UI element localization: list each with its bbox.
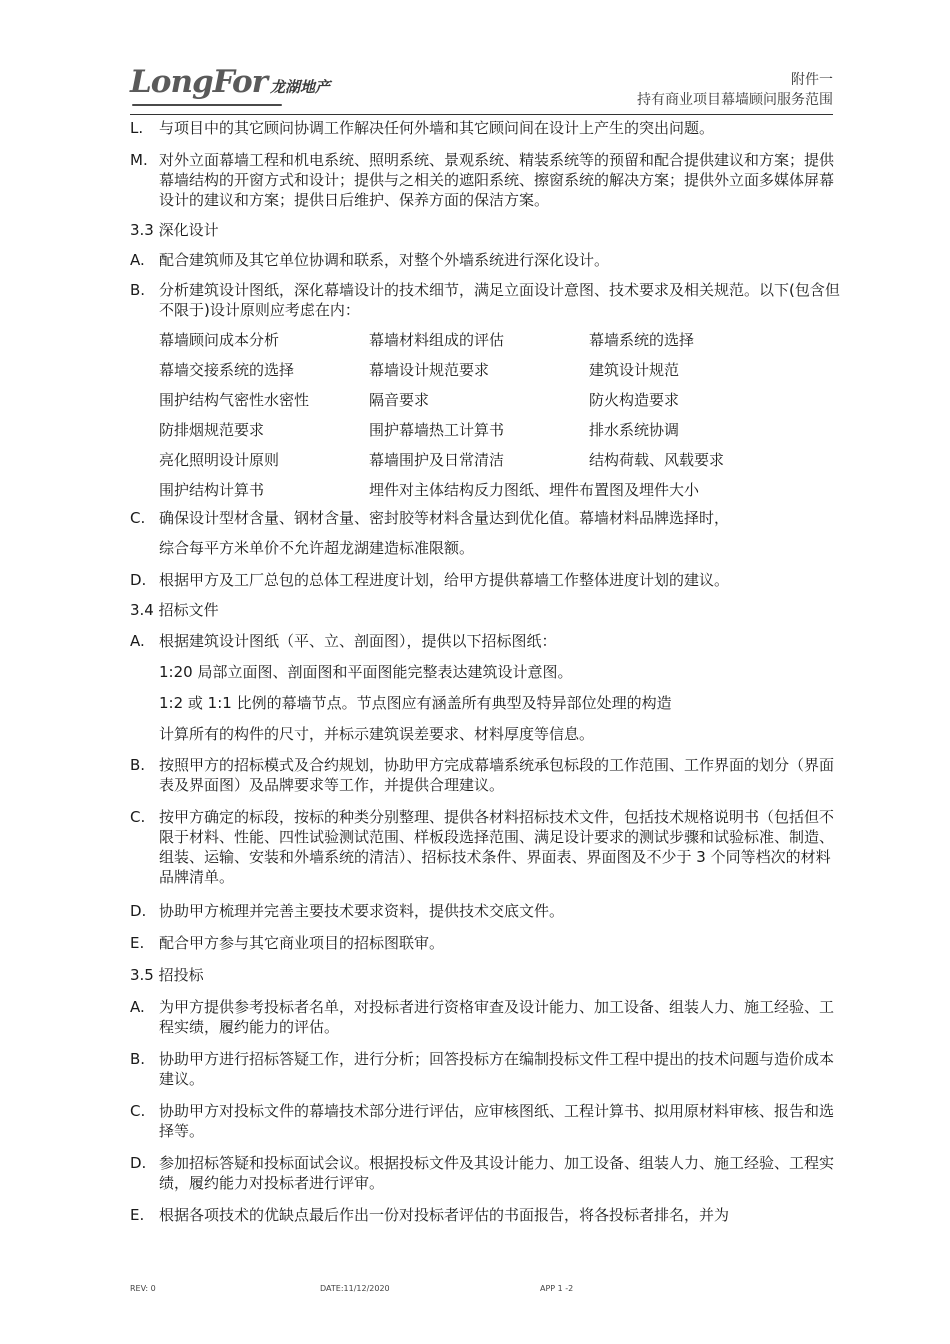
item-label: A. xyxy=(130,251,145,269)
item-text: 参加招标答疑和投标面试会议。根据投标文件及其设计能力、加工设备、组装人力、施工经验、工程实绩，履约能力对投标者进行评审。 xyxy=(159,1154,835,1192)
grid-cell: 幕墙顾问成本分析 xyxy=(159,331,280,349)
item-label: E. xyxy=(130,934,145,952)
grid-cell: 结构荷载、风载要求 xyxy=(589,451,725,469)
item-m xyxy=(130,150,840,210)
item-label: B. xyxy=(130,756,146,774)
item-3-5-b xyxy=(130,1049,840,1089)
item-3-5-e xyxy=(130,1205,840,1225)
item-3-3-c xyxy=(130,508,840,558)
item-l xyxy=(130,118,840,138)
item-text: 与项目中的其它顾问协调工作解决任何外墙和其它顾问间在设计上产生的突出问题。 xyxy=(159,119,715,137)
item-label: B. xyxy=(130,1050,146,1068)
grid-cell: 建筑设计规范 xyxy=(589,361,680,379)
grid-cell: 隔音要求 xyxy=(369,391,430,409)
grid-cell: 围护结构计算书 xyxy=(159,481,265,499)
footer-page-number: APP 1 -2 xyxy=(540,1284,574,1293)
item-label: A. xyxy=(130,632,145,650)
header-titles xyxy=(637,70,833,110)
item-text: 按照甲方的招标模式及合约规划，协助甲方完成幕墙系统承包标段的工作范围、工作界面的划分（界面表及界面图）及品牌要求等工作，并提供合理建议。 xyxy=(159,756,835,794)
company-logo xyxy=(130,64,330,108)
item-text: 配合甲方参与其它商业项目的招标图联审。 xyxy=(159,934,445,952)
section-heading-3-3: 3.3 深化设计 xyxy=(130,221,219,239)
item-sub-line: 1:2 或 1:1 比例的幕墙节点。节点图应有涵盖所有典型及特异部位处理的构造 xyxy=(159,694,672,712)
grid-cell: 排水系统协调 xyxy=(589,421,680,439)
grid-cell: 围护幕墙热工计算书 xyxy=(369,421,505,439)
header-rule xyxy=(130,114,833,115)
item-3-4-a xyxy=(130,631,840,744)
grid-cell: 围护结构气密性水密性 xyxy=(159,391,310,409)
item-3-4-d xyxy=(130,901,840,921)
grid-cell: 埋件对主体结构反力图纸、埋件布置图及埋件大小 xyxy=(369,481,700,499)
item-text: 协助甲方梳理并完善主要技术要求资料，提供技术交底文件。 xyxy=(159,902,565,920)
appendix-label: 附件一 xyxy=(791,72,833,88)
grid-cell: 防排烟规范要求 xyxy=(159,421,265,439)
item-3-3-b xyxy=(130,280,840,320)
item-label: L. xyxy=(130,119,144,137)
item-3-4-b xyxy=(130,755,840,795)
grid-cell: 幕墙材料组成的评估 xyxy=(369,331,505,349)
footer-date: DATE:11/12/2020 xyxy=(320,1284,390,1293)
logo-text-en: LongFor xyxy=(130,64,268,100)
section-heading-3-5: 3.5 招投标 xyxy=(130,966,204,984)
footer-revision: REV: 0 xyxy=(130,1284,156,1293)
item-label: D. xyxy=(130,902,147,920)
item-text: 为甲方提供参考投标者名单，对投标者进行资格审查及设计能力、加工设备、组装人力、施工经验、工程实绩，履约能力的评估。 xyxy=(159,998,835,1036)
item-sub-line: 计算所有的构件的尺寸，并标示建筑误差要求、材料厚度等信息。 xyxy=(159,725,595,743)
item-text-line: 确保设计型材含量、钢材含量、密封胶等材料含量达到优化值。幕墙材料品牌选择时， xyxy=(159,509,730,527)
item-3-5-a xyxy=(130,997,840,1037)
document-title: 持有商业项目幕墙顾问服务范围 xyxy=(637,92,833,108)
item-text: 分析建筑设计图纸，深化幕墙设计的技术细节，满足立面设计意图、技术要求及相关规范。以下(包含但不限于)设计原则应考虑在内： xyxy=(159,281,840,319)
item-3-3-a xyxy=(130,250,840,270)
item-3-3-d xyxy=(130,570,840,590)
page-header xyxy=(130,58,833,114)
item-text: 协助甲方对投标文件的幕墙技术部分进行评估，应审核图纸、工程计算书、拟用原材料审核、报告和选择等。 xyxy=(159,1102,835,1140)
item-label: E. xyxy=(130,1206,145,1224)
item-sub-line: 1:20 局部立面图、剖面图和平面图能完整表达建筑设计意图。 xyxy=(159,663,573,681)
item-3-5-d xyxy=(130,1153,840,1193)
item-text: 按甲方确定的标段，按标的种类分别整理、提供各材料招标技术文件，包括技术规格说明书（包括但不限于材料、性能、四性试验测试范围、样板段选择范围、满足设计要求的测试步骤和试验标准、制造、组装、运输、安装和外墙系统的清洁）、招标技术条件、界面表、界面图及不少于 3 个同等档次的材料品牌清单。 xyxy=(159,808,835,886)
item-text: 根据甲方及工厂总包的总体工程进度计划，给甲方提供幕墙工作整体进度计划的建议。 xyxy=(159,571,730,589)
item-label: C. xyxy=(130,1102,146,1120)
item-text: 配合建筑师及其它单位协调和联系，对整个外墙系统进行深化设计。 xyxy=(159,251,610,269)
grid-cell: 防火构造要求 xyxy=(589,391,680,409)
item-label: D. xyxy=(130,1154,147,1172)
item-3-5-c xyxy=(130,1101,840,1141)
item-label: A. xyxy=(130,998,145,1016)
design-principles-grid xyxy=(130,325,840,505)
grid-cell: 幕墙交接系统的选择 xyxy=(159,361,295,379)
item-text-line: 综合每平方米单价不允许超龙湖建造标准限额。 xyxy=(159,539,475,557)
item-label: C. xyxy=(130,808,146,826)
logo-underline xyxy=(132,104,282,106)
grid-cell: 幕墙设计规范要求 xyxy=(369,361,490,379)
document-body xyxy=(130,118,840,1225)
grid-cell: 幕墙系统的选择 xyxy=(589,331,695,349)
item-label: D. xyxy=(130,571,147,589)
item-text: 根据建筑设计图纸（平、立、剖面图），提供以下招标图纸： xyxy=(159,632,557,650)
item-label: B. xyxy=(130,281,146,299)
logo-text-cn: 龙湖地产 xyxy=(270,78,331,96)
item-text: 协助甲方进行招标答疑工作，进行分析；回答投标方在编制投标文件工程中提出的技术问题与造价成本建议。 xyxy=(159,1050,835,1088)
grid-cell: 亮化照明设计原则 xyxy=(159,451,280,469)
item-label: C. xyxy=(130,509,146,527)
item-label: M. xyxy=(130,151,148,169)
item-3-4-e xyxy=(130,933,840,953)
item-3-4-c xyxy=(130,807,840,887)
item-text: 根据各项技术的优缺点最后作出一份对投标者评估的书面报告，将各投标者排名，并为 xyxy=(159,1206,730,1224)
section-heading-3-4: 3.4 招标文件 xyxy=(130,601,219,619)
grid-cell: 幕墙围护及日常清洁 xyxy=(369,451,505,469)
item-text: 对外立面幕墙工程和机电系统、照明系统、景观系统、精装系统等的预留和配合提供建议和方案；提供幕墙结构的开窗方式和设计；提供与之相关的遮阳系统、擦窗系统的解决方案；提供外立面多媒体屏幕设计的建议和方案；提供日后维护、保养方面的保洁方案。 xyxy=(159,151,835,209)
